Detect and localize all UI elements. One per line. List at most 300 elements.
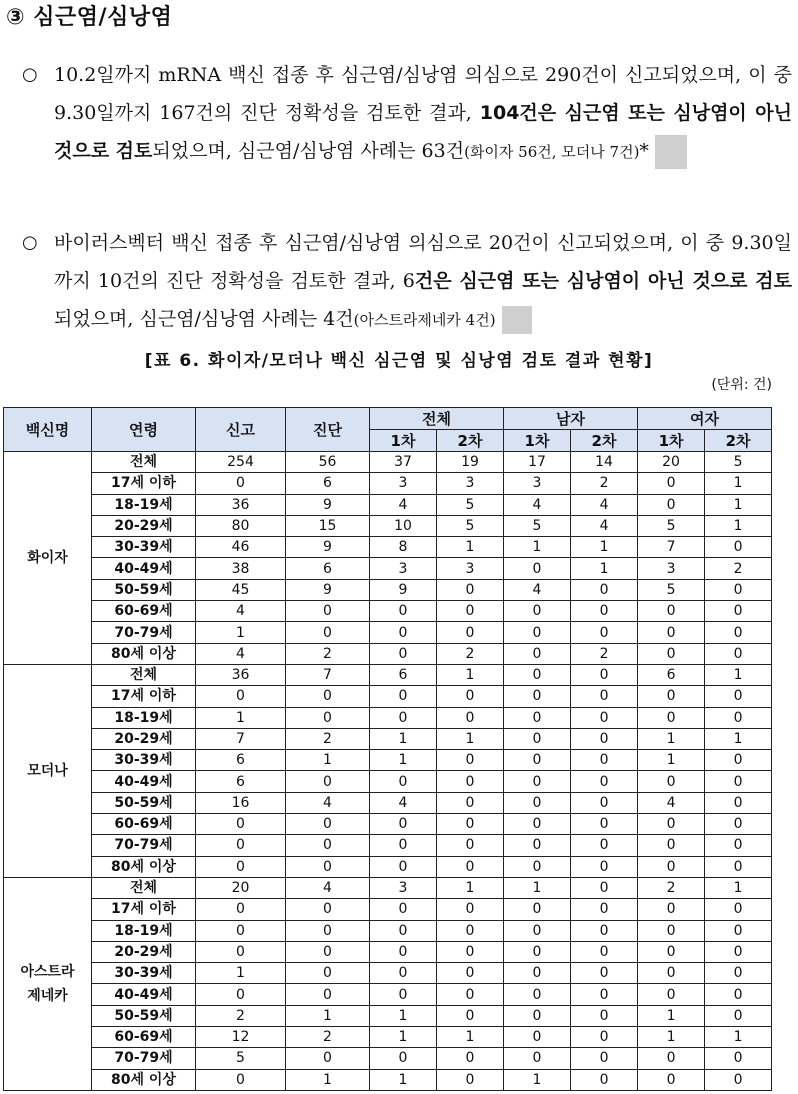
table-row	[4, 750, 772, 771]
value-cell: 0	[504, 601, 571, 622]
header-report: 신고	[196, 408, 286, 452]
value-cell: 0	[196, 941, 286, 962]
header-dose1: 1차	[638, 430, 705, 452]
value-cell: 0	[437, 771, 504, 792]
value-cell: 0	[504, 856, 571, 877]
table-row	[4, 877, 772, 898]
value-cell: 5	[437, 494, 504, 515]
value-cell: 1	[286, 1069, 370, 1090]
value-cell: 5	[638, 579, 705, 600]
age-cell: 18-19세	[92, 494, 196, 515]
value-cell: 0	[705, 856, 772, 877]
vaccine-name-cell	[4, 664, 92, 877]
value-cell: 0	[638, 494, 705, 515]
small-text-run: (화이자 56건, 모더나 7건)	[464, 143, 640, 161]
value-cell: 1	[504, 1069, 571, 1090]
value-cell: 0	[437, 1005, 504, 1026]
value-cell: 0	[437, 984, 504, 1005]
value-cell: 0	[370, 835, 437, 856]
value-cell: 0	[286, 835, 370, 856]
value-cell: 0	[196, 686, 286, 707]
value-cell: 6	[196, 750, 286, 771]
value-cell: 0	[705, 686, 772, 707]
value-cell: 0	[571, 686, 638, 707]
value-cell: 0	[504, 920, 571, 941]
age-cell: 70-79세	[92, 1048, 196, 1069]
value-cell: 20	[638, 452, 705, 473]
value-cell: 20	[196, 877, 286, 898]
value-cell: 0	[638, 1048, 705, 1069]
value-cell: 0	[638, 920, 705, 941]
value-cell: 0	[504, 643, 571, 664]
value-cell: 254	[196, 452, 286, 473]
value-cell: 6	[638, 664, 705, 685]
header-male: 남자	[504, 408, 638, 430]
value-cell: 0	[571, 1048, 638, 1069]
value-cell: 0	[437, 622, 504, 643]
value-cell: 1	[705, 515, 772, 536]
value-cell: 0	[705, 920, 772, 941]
value-cell: 0	[638, 856, 705, 877]
table-row	[4, 601, 772, 622]
value-cell: 0	[705, 792, 772, 813]
table-row	[4, 728, 772, 749]
value-cell: 5	[437, 515, 504, 536]
table-unit: (단위: 건)	[711, 377, 772, 393]
value-cell: 1	[705, 877, 772, 898]
vaccine-name-cell	[4, 877, 92, 1090]
table-row	[4, 1069, 772, 1090]
table-row	[4, 473, 772, 494]
value-cell: 0	[437, 686, 504, 707]
text-run: 바이러스벡터 백신 접종 후 심근염/심낭염 의심으로 20건이 신고되었으며, 이 중 9.30일까지 10건의 진단 정확성을 검토한 결과, 6	[54, 232, 792, 292]
value-cell: 0	[571, 664, 638, 685]
bold-text-run: 104건은 심근염 또는 심낭염이 아닌 것으로 검토	[54, 102, 792, 162]
value-cell: 0	[571, 792, 638, 813]
value-cell: 1	[437, 537, 504, 558]
header-age: 연령	[92, 408, 196, 452]
value-cell: 9	[286, 494, 370, 515]
value-cell: 0	[571, 835, 638, 856]
value-cell: 0	[437, 579, 504, 600]
value-cell: 0	[437, 963, 504, 984]
value-cell: 45	[196, 579, 286, 600]
age-cell: 18-19세	[92, 920, 196, 941]
age-cell: 80세 이상	[92, 856, 196, 877]
age-cell: 40-49세	[92, 558, 196, 579]
value-cell: 0	[370, 941, 437, 962]
value-cell: 0	[286, 814, 370, 835]
value-cell: 0	[370, 963, 437, 984]
value-cell: 0	[638, 686, 705, 707]
value-cell: 1	[638, 1027, 705, 1048]
age-cell: 60-69세	[92, 814, 196, 835]
value-cell: 5	[705, 452, 772, 473]
value-cell: 0	[286, 856, 370, 877]
value-cell: 0	[196, 814, 286, 835]
value-cell: 0	[196, 1069, 286, 1090]
value-cell: 0	[370, 814, 437, 835]
value-cell: 3	[437, 473, 504, 494]
value-cell: 0	[286, 963, 370, 984]
value-cell: 0	[638, 601, 705, 622]
value-cell: 3	[504, 473, 571, 494]
table-row	[4, 771, 772, 792]
value-cell: 4	[196, 643, 286, 664]
bullet-icon: ○	[22, 232, 38, 253]
value-cell: 3	[370, 877, 437, 898]
value-cell: 1	[196, 707, 286, 728]
value-cell: 0	[571, 941, 638, 962]
value-cell: 0	[370, 771, 437, 792]
value-cell: 12	[196, 1027, 286, 1048]
value-cell: 1	[370, 750, 437, 771]
value-cell: 0	[437, 1048, 504, 1069]
value-cell: 0	[437, 707, 504, 728]
table-row	[4, 1027, 772, 1048]
value-cell: 0	[571, 1005, 638, 1026]
age-cell: 30-39세	[92, 750, 196, 771]
age-cell: 전체	[92, 664, 196, 685]
value-cell: 0	[705, 750, 772, 771]
text-run: 10.2일까지 mRNA 백신 접종 후 심근염/심낭염 의심으로 290건이 신고되었으며, 이 중 9.30일까지 167건의 진단 정확성을 검토한 결과,	[54, 64, 792, 124]
bullet-icon: ○	[22, 64, 38, 85]
value-cell: 1	[638, 750, 705, 771]
value-cell: 2	[437, 643, 504, 664]
age-cell: 전체	[92, 452, 196, 473]
table-body	[4, 452, 772, 1091]
age-cell: 50-59세	[92, 792, 196, 813]
footnote-mark: *	[639, 140, 649, 162]
value-cell: 5	[638, 515, 705, 536]
value-cell: 0	[705, 984, 772, 1005]
value-cell: 0	[286, 707, 370, 728]
value-cell: 0	[504, 622, 571, 643]
small-text-run: (아스트라제네카 4건)	[353, 311, 496, 329]
age-cell: 40-49세	[92, 771, 196, 792]
value-cell: 0	[571, 1069, 638, 1090]
value-cell: 0	[705, 1048, 772, 1069]
age-cell: 30-39세	[92, 537, 196, 558]
value-cell: 4	[571, 494, 638, 515]
value-cell: 0	[437, 941, 504, 962]
vaccine-name-cell	[4, 452, 92, 665]
value-cell: 0	[571, 728, 638, 749]
value-cell: 0	[437, 920, 504, 941]
value-cell: 9	[370, 579, 437, 600]
value-cell: 0	[370, 899, 437, 920]
value-cell: 7	[286, 664, 370, 685]
value-cell: 14	[571, 452, 638, 473]
value-cell: 1	[370, 1005, 437, 1026]
value-cell: 80	[196, 515, 286, 536]
age-cell: 17세 이하	[92, 899, 196, 920]
header-female: 여자	[638, 408, 772, 430]
value-cell: 0	[437, 750, 504, 771]
age-cell: 60-69세	[92, 601, 196, 622]
value-cell: 0	[286, 920, 370, 941]
value-cell: 9	[286, 537, 370, 558]
value-cell: 4	[370, 792, 437, 813]
table-row	[4, 792, 772, 813]
value-cell: 0	[437, 601, 504, 622]
value-cell: 0	[504, 899, 571, 920]
value-cell: 0	[571, 877, 638, 898]
value-cell: 0	[504, 771, 571, 792]
age-cell: 전체	[92, 877, 196, 898]
redaction-box	[655, 135, 687, 169]
value-cell: 0	[638, 622, 705, 643]
value-cell: 1	[571, 537, 638, 558]
value-cell: 0	[705, 643, 772, 664]
value-cell: 0	[370, 707, 437, 728]
age-cell: 17세 이하	[92, 686, 196, 707]
value-cell: 0	[504, 1027, 571, 1048]
value-cell: 0	[286, 1048, 370, 1069]
value-cell: 0	[504, 750, 571, 771]
value-cell: 2	[196, 1005, 286, 1026]
table-row	[4, 515, 772, 536]
vaccine-name-line: 제네카	[27, 987, 68, 1004]
value-cell: 5	[504, 515, 571, 536]
table-row	[4, 814, 772, 835]
table-row	[4, 558, 772, 579]
value-cell: 0	[286, 622, 370, 643]
value-cell: 0	[370, 622, 437, 643]
value-cell: 0	[370, 601, 437, 622]
value-cell: 0	[370, 856, 437, 877]
header-dose2: 2차	[437, 430, 504, 452]
value-cell: 0	[196, 835, 286, 856]
value-cell: 1	[370, 1027, 437, 1048]
table-row	[4, 920, 772, 941]
table-row	[4, 963, 772, 984]
age-cell: 18-19세	[92, 707, 196, 728]
value-cell: 0	[370, 984, 437, 1005]
value-cell: 0	[705, 814, 772, 835]
value-cell: 10	[370, 515, 437, 536]
age-cell: 20-29세	[92, 941, 196, 962]
value-cell: 16	[196, 792, 286, 813]
value-cell: 0	[196, 899, 286, 920]
value-cell: 6	[286, 473, 370, 494]
header-diagnosis: 진단	[286, 408, 370, 452]
value-cell: 2	[638, 877, 705, 898]
value-cell: 0	[638, 473, 705, 494]
table-row	[4, 579, 772, 600]
value-cell: 36	[196, 494, 286, 515]
value-cell: 0	[437, 1069, 504, 1090]
value-cell: 0	[437, 899, 504, 920]
table-row	[4, 856, 772, 877]
value-cell: 2	[571, 643, 638, 664]
value-cell: 0	[705, 1069, 772, 1090]
value-cell: 4	[196, 601, 286, 622]
value-cell: 0	[638, 643, 705, 664]
value-cell: 3	[638, 558, 705, 579]
value-cell: 36	[196, 664, 286, 685]
table-row	[4, 899, 772, 920]
value-cell: 0	[504, 1048, 571, 1069]
paragraph-text	[54, 56, 792, 171]
header-total: 전체	[370, 408, 504, 430]
value-cell: 0	[504, 1005, 571, 1026]
value-cell: 0	[705, 1005, 772, 1026]
value-cell: 7	[196, 728, 286, 749]
value-cell: 0	[370, 1048, 437, 1069]
value-cell: 0	[638, 899, 705, 920]
value-cell: 4	[286, 792, 370, 813]
table-row	[4, 941, 772, 962]
text-run: 되었으며, 심근염/심낭염 사례는 4건	[54, 308, 354, 330]
value-cell: 19	[437, 452, 504, 473]
value-cell: 0	[705, 622, 772, 643]
value-cell: 0	[504, 963, 571, 984]
value-cell: 0	[571, 963, 638, 984]
value-cell: 2	[286, 728, 370, 749]
text-run: 되었으며, 심근염/심낭염 사례는 63건	[152, 140, 465, 162]
value-cell: 17	[504, 452, 571, 473]
value-cell: 0	[370, 686, 437, 707]
paragraph-mrna	[22, 56, 792, 171]
header-dose1: 1차	[370, 430, 437, 452]
value-cell: 1	[437, 877, 504, 898]
value-cell: 4	[571, 515, 638, 536]
value-cell: 0	[504, 558, 571, 579]
value-cell: 56	[286, 452, 370, 473]
value-cell: 0	[571, 984, 638, 1005]
value-cell: 1	[571, 558, 638, 579]
value-cell: 0	[571, 579, 638, 600]
value-cell: 4	[504, 579, 571, 600]
value-cell: 1	[437, 664, 504, 685]
value-cell: 5	[196, 1048, 286, 1069]
value-cell: 6	[196, 771, 286, 792]
age-cell: 70-79세	[92, 835, 196, 856]
table-row	[4, 835, 772, 856]
table-row	[4, 643, 772, 664]
age-cell: 20-29세	[92, 728, 196, 749]
value-cell: 0	[705, 963, 772, 984]
value-cell: 0	[286, 984, 370, 1005]
value-cell: 0	[705, 601, 772, 622]
value-cell: 0	[638, 707, 705, 728]
value-cell: 0	[437, 814, 504, 835]
value-cell: 0	[437, 792, 504, 813]
value-cell: 0	[504, 814, 571, 835]
value-cell: 0	[705, 579, 772, 600]
value-cell: 7	[638, 537, 705, 558]
value-cell: 0	[638, 814, 705, 835]
value-cell: 0	[571, 1027, 638, 1048]
value-cell: 0	[504, 984, 571, 1005]
value-cell: 2	[286, 1027, 370, 1048]
value-cell: 0	[286, 941, 370, 962]
value-cell: 0	[571, 899, 638, 920]
header-dose2: 2차	[705, 430, 772, 452]
value-cell: 3	[370, 558, 437, 579]
value-cell: 46	[196, 537, 286, 558]
value-cell: 4	[286, 877, 370, 898]
value-cell: 0	[286, 686, 370, 707]
value-cell: 1	[705, 728, 772, 749]
value-cell: 0	[638, 963, 705, 984]
value-cell: 0	[286, 899, 370, 920]
value-cell: 0	[437, 835, 504, 856]
age-cell: 70-79세	[92, 622, 196, 643]
value-cell: 1	[504, 877, 571, 898]
value-cell: 1	[370, 728, 437, 749]
header-dose2: 2차	[571, 430, 638, 452]
table-row	[4, 664, 772, 685]
value-cell: 2	[286, 643, 370, 664]
value-cell: 1	[705, 1027, 772, 1048]
value-cell: 38	[196, 558, 286, 579]
table-row	[4, 984, 772, 1005]
value-cell: 3	[370, 473, 437, 494]
value-cell: 1	[705, 494, 772, 515]
value-cell: 0	[504, 792, 571, 813]
value-cell: 0	[705, 771, 772, 792]
age-cell: 40-49세	[92, 984, 196, 1005]
paragraph-text	[54, 224, 792, 339]
value-cell: 2	[705, 558, 772, 579]
value-cell: 1	[437, 728, 504, 749]
value-cell: 0	[504, 686, 571, 707]
value-cell: 4	[504, 494, 571, 515]
value-cell: 0	[571, 622, 638, 643]
value-cell: 9	[286, 579, 370, 600]
value-cell: 0	[504, 664, 571, 685]
value-cell: 15	[286, 515, 370, 536]
table-row	[4, 622, 772, 643]
value-cell: 0	[571, 771, 638, 792]
value-cell: 0	[571, 750, 638, 771]
table-row	[4, 1048, 772, 1069]
value-cell: 0	[286, 601, 370, 622]
value-cell: 0	[571, 856, 638, 877]
value-cell: 0	[504, 728, 571, 749]
value-cell: 6	[286, 558, 370, 579]
value-cell: 1	[504, 537, 571, 558]
table-row	[4, 537, 772, 558]
value-cell: 0	[370, 643, 437, 664]
value-cell: 6	[370, 664, 437, 685]
table-row	[4, 686, 772, 707]
value-cell: 1	[196, 963, 286, 984]
value-cell: 1	[286, 750, 370, 771]
age-cell: 30-39세	[92, 963, 196, 984]
value-cell: 0	[571, 601, 638, 622]
value-cell: 0	[504, 835, 571, 856]
value-cell: 0	[504, 941, 571, 962]
value-cell: 0	[705, 537, 772, 558]
age-cell: 60-69세	[92, 1027, 196, 1048]
value-cell: 37	[370, 452, 437, 473]
value-cell: 0	[638, 941, 705, 962]
value-cell: 0	[196, 856, 286, 877]
value-cell: 0	[196, 984, 286, 1005]
vaccine-name-line: 모더나	[27, 762, 68, 779]
value-cell: 3	[437, 558, 504, 579]
age-cell: 80세 이상	[92, 643, 196, 664]
table-caption: [표 6. 화이자/모더나 백신 심근염 및 심낭염 검토 결과 현황]	[144, 351, 654, 371]
table-row	[4, 452, 772, 473]
value-cell: 0	[638, 984, 705, 1005]
value-cell: 0	[370, 920, 437, 941]
value-cell: 0	[286, 771, 370, 792]
value-cell: 0	[705, 899, 772, 920]
